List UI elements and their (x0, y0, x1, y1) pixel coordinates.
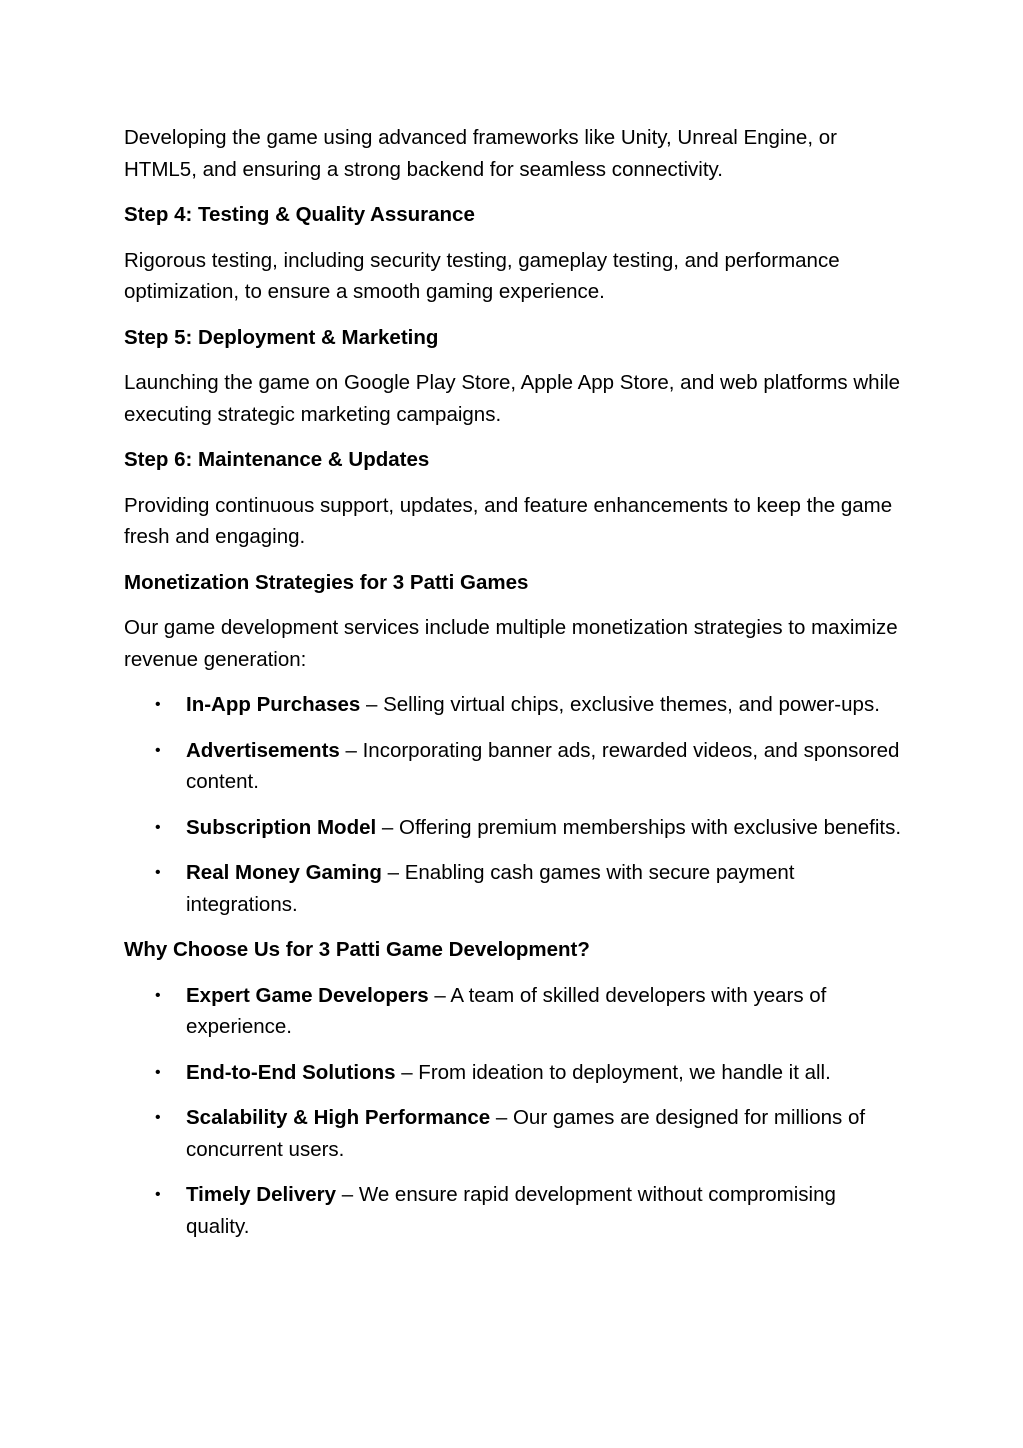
list-item-title: Subscription Model (186, 815, 377, 839)
why-choose-heading: Why Choose Us for 3 Patti Game Development? (124, 938, 590, 961)
list-item-title: Real Money Gaming (186, 861, 382, 884)
list-item (124, 1102, 904, 1165)
list-item (124, 857, 904, 920)
intro-paragraph: Developing the game using advanced frameworks like Unity, Unreal Engine, or HTML5, and ensuring a strong backend for seamless connectivity. (124, 126, 837, 181)
list-item-text: – A team of skilled developers with years of experience. (186, 983, 827, 1038)
list-item (124, 1179, 904, 1242)
list-item-text: – We ensure rapid development without compromising quality. (186, 1183, 836, 1238)
list-item (124, 735, 904, 798)
why-choose-list (124, 980, 904, 1243)
bullet-icon: • (155, 1063, 161, 1081)
list-item (124, 689, 904, 721)
list-item-text: – Selling virtual chips, exclusive themes, and power-ups. (360, 693, 880, 716)
step5-body: Launching the game on Google Play Store, Apple App Store, and web platforms while executing strategic marketing campaigns. (124, 371, 901, 426)
bullet-icon: • (155, 986, 161, 1004)
list-item-text: – Incorporating banner ads, rewarded videos, and sponsored content. (186, 738, 900, 793)
step6-body: Providing continuous support, updates, and feature enhancements to keep the game fresh and engaging. (124, 493, 893, 548)
list-item-text: – Enabling cash games with secure payment integrations. (186, 861, 795, 916)
step4-body: Rigorous testing, including security testing, gameplay testing, and performance optimization, to ensure a smooth gaming experience. (124, 248, 840, 303)
bullet-icon: • (155, 1109, 161, 1126)
bullet-icon: • (155, 696, 161, 713)
list-item-text: – Our games are designed for millions of concurrent users. (186, 1106, 866, 1161)
bullet-icon: • (155, 864, 161, 881)
list-item-title: Advertisements (186, 738, 340, 762)
bullet-icon: • (155, 1186, 161, 1203)
list-item-title: Expert Game Developers (186, 983, 429, 1007)
list-item (124, 980, 904, 1043)
list-item-text: – From ideation to deployment, we handle it all. (395, 1060, 831, 1084)
monetization-list (124, 689, 904, 920)
list-item-title: Timely Delivery (186, 1183, 337, 1206)
monetization-intro: Our game development services include multiple monetization strategies to maximize revenue generation: (124, 616, 898, 671)
list-item (124, 812, 904, 844)
bullet-icon: • (155, 741, 161, 759)
list-item-title: Scalability & High Performance (186, 1106, 491, 1129)
step5-heading: Step 5: Deployment & Marketing (124, 325, 439, 349)
monetization-heading: Monetization Strategies for 3 Patti Games (124, 570, 529, 594)
list-item (124, 1057, 904, 1089)
list-item-title: In-App Purchases (186, 693, 361, 716)
step4-heading: Step 4: Testing & Quality Assurance (124, 203, 475, 226)
step6-heading: Step 6: Maintenance & Updates (124, 448, 430, 471)
list-item-title: End-to-End Solutions (186, 1060, 396, 1084)
list-item-text: – Offering premium memberships with exclusive benefits. (376, 815, 902, 839)
document-page (124, 122, 904, 1256)
bullet-icon: • (155, 818, 161, 836)
